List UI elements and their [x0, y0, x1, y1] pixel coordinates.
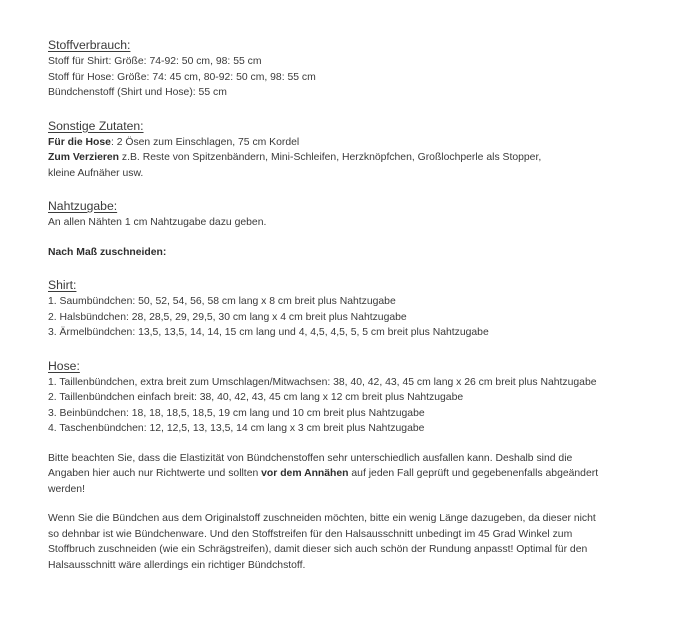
- shirt-heading: Shirt:: [48, 278, 77, 292]
- hinweis1-line2-post: auf jeden Fall geprüft und gegebenenfalls abgeändert: [348, 468, 599, 479]
- section-shirt: [48, 277, 668, 341]
- document-content: [48, 37, 668, 573]
- shirt-item: 3. Ärmelbündchen: 13,5, 13,5, 14, 14, 15 cm lang und 4, 4,5, 4,5, 5, 5 cm breit plus Nahtzugabe: [48, 327, 489, 338]
- section-zutaten: [48, 118, 668, 182]
- stoffverbrauch-heading: Stoffverbrauch:: [48, 38, 131, 52]
- hose-item: 4. Taschenbündchen: 12, 12,5, 13, 13,5, 14 cm lang x 3 cm breit plus Nahtzugabe: [48, 423, 425, 434]
- section-stoffverbrauch: [48, 37, 668, 101]
- section-hinweis-elastizitaet: [48, 451, 668, 498]
- hinweis2-line: Stoffbruch zuschneiden (wie ein Schrägstreifen), damit dieser sich auch schön der Rundung anpasst! Optimal für den: [48, 544, 588, 555]
- zutaten-verzieren-text: z.B. Reste von Spitzenbändern, Mini-Schleifen, Herzknöpfchen, Großlochperle als Stopper,: [119, 152, 542, 163]
- hinweis1-line: Bitte beachten Sie, dass die Elastizität von Bündchenstoffen sehr unterschiedlich ausfallen kann. Deshalb sind die: [48, 452, 573, 464]
- hinweis1-line2-pre: Angaben hier auch nur Richtwerte und sollten: [48, 468, 262, 479]
- hose-heading: Hose:: [48, 358, 80, 373]
- hinweis2-line: Halsausschnitt wäre allerdings ein richtiger Bündchstoff.: [48, 559, 306, 571]
- hinweis2-line: so dehnbar ist wie Bündchenware. Und den Stoffstreifen für den Halsausschnitt unbedingt im 45 Grad Winkel zum: [48, 528, 573, 540]
- hinweis1-line: [48, 466, 668, 482]
- hinweis2-line: Wenn Sie die Bündchen aus dem Originalstoff zuschneiden möchten, bitte ein wenig Länge dazugeben, da dieser nicht: [48, 513, 596, 524]
- stoffverbrauch-line: Stoff für Shirt: Größe: 74-92: 50 cm, 98: 55 cm: [48, 56, 262, 67]
- section-hinweis-originalstoff: [48, 511, 668, 573]
- zuschneiden-heading-text: Nach Maß zuschneiden:: [48, 246, 167, 258]
- zutaten-hose-label: Für die Hose: [48, 136, 111, 148]
- hinweis1-line: werden!: [48, 483, 85, 495]
- zutaten-hose-text: : 2 Ösen zum Einschlagen, 75 cm Kordel: [110, 136, 300, 148]
- section-nahtzugabe: [48, 198, 668, 231]
- zutaten-verzieren-line-2: kleine Aufnäher usw.: [48, 167, 144, 179]
- zuschneiden-heading: [48, 245, 668, 261]
- hose-item: 2. Taillenbündchen einfach breit: 38, 40, 42, 43, 45 cm lang x 12 cm breit plus Nahtzugabe: [48, 392, 464, 403]
- zutaten-hose-line: [48, 135, 668, 151]
- zutaten-verzieren-label: Zum Verzieren: [48, 152, 120, 163]
- stoffverbrauch-line: Bündchenstoff (Shirt und Hose): 55 cm: [48, 87, 227, 98]
- shirt-item: 1. Saumbündchen: 50, 52, 54, 56, 58 cm lang x 8 cm breit plus Nahtzugabe: [48, 296, 396, 307]
- shirt-item: 2. Halsbündchen: 28, 28,5, 29, 29,5, 30 cm lang x 4 cm breit plus Nahtzugabe: [48, 311, 407, 323]
- hose-item: 3. Beinbündchen: 18, 18, 18,5, 18,5, 19 cm lang und 10 cm breit plus Nahtzugabe: [48, 407, 425, 419]
- section-hose: [48, 358, 668, 437]
- hinweis1-line2-bold: vor dem Annähen: [261, 468, 349, 479]
- nahtzugabe-heading: Nahtzugabe:: [48, 199, 118, 213]
- zutaten-verzieren-line: [48, 150, 668, 166]
- nahtzugabe-text: An allen Nähten 1 cm Nahtzugabe dazu geben.: [48, 217, 267, 228]
- stoffverbrauch-line: Stoff für Hose: Größe: 74: 45 cm, 80-92: 50 cm, 98: 55 cm: [48, 71, 316, 83]
- hose-item: 1. Taillenbündchen, extra breit zum Umschlagen/Mitwachsen: 38, 40, 42, 43, 45 cm lang x 26 cm breit plus Nahtzugabe: [48, 376, 597, 388]
- zutaten-heading: Sonstige Zutaten:: [48, 118, 144, 133]
